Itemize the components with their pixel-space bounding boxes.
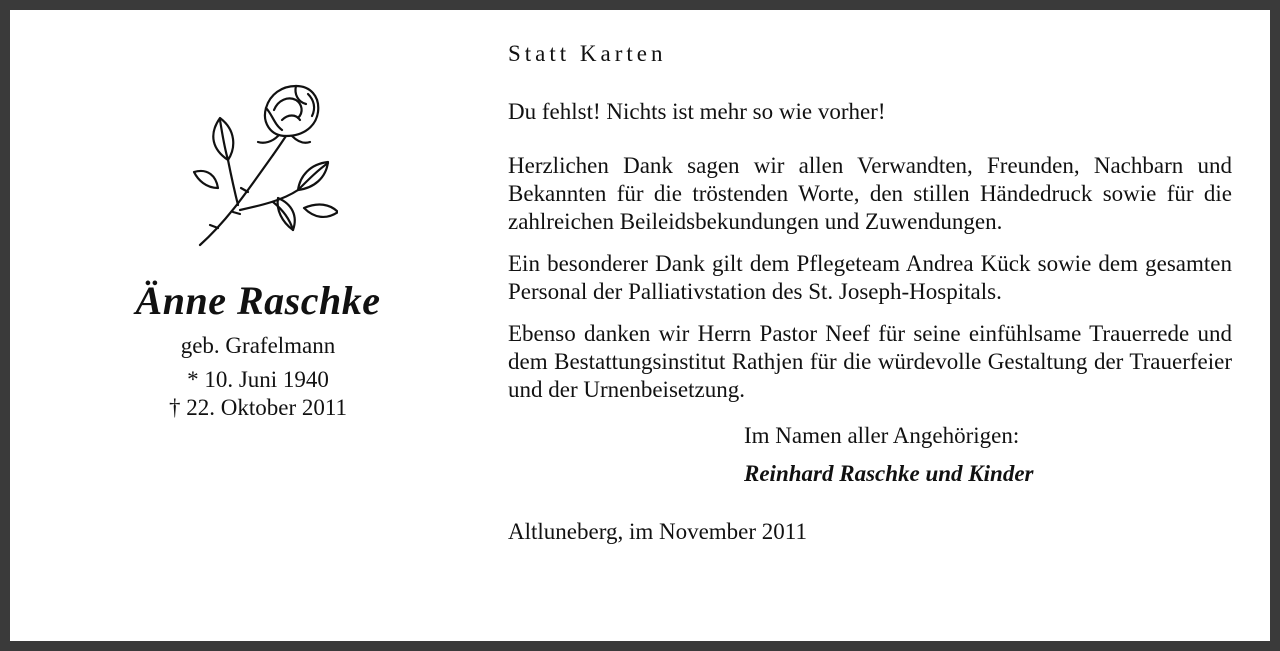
paragraph: Herzlichen Dank sagen wir allen Verwandten, Freunden, Nachbarn und Bekannten für die tröstenden Worte, den stillen Händedruck sowie für die zahlreichen Beileidsbekundungen und Zuwendungen. <box>508 153 1232 234</box>
rose-icon <box>178 80 338 250</box>
birth-date: * 10. Juni 1940 <box>187 367 329 392</box>
thanks-text <box>508 40 1232 546</box>
deceased-name: Änne Raschke <box>135 278 381 323</box>
deceased-panel <box>88 80 428 422</box>
signature-names: Reinhard Raschke und Kinder <box>744 461 1034 486</box>
obituary-card <box>10 10 1270 641</box>
birth-name: geb. Grafelmann <box>180 333 336 358</box>
life-dates <box>88 366 428 422</box>
signature-line: Im Namen aller Angehörigen: <box>744 423 1020 448</box>
place-date: Altluneberg, im November 2011 <box>508 519 807 544</box>
card-header: Statt Karten <box>508 41 667 66</box>
death-date: † 22. Oktober 2011 <box>168 395 347 420</box>
lead-sentence: Du fehlst! Nichts ist mehr so wie vorher! <box>508 99 886 124</box>
paragraph: Ebenso danken wir Herrn Pastor Neef für seine einfühlsame Trauerrede und dem Bestattungsinstitut Rathjen für die würdevolle Gestaltung der Trauerfeier und der Urnenbeisetzung. <box>508 321 1232 402</box>
paragraph: Ein besonderer Dank gilt dem Pflegeteam Andrea Kück sowie dem gesamten Personal der Palliativstation des St. Joseph-Hospitals. <box>508 251 1232 304</box>
